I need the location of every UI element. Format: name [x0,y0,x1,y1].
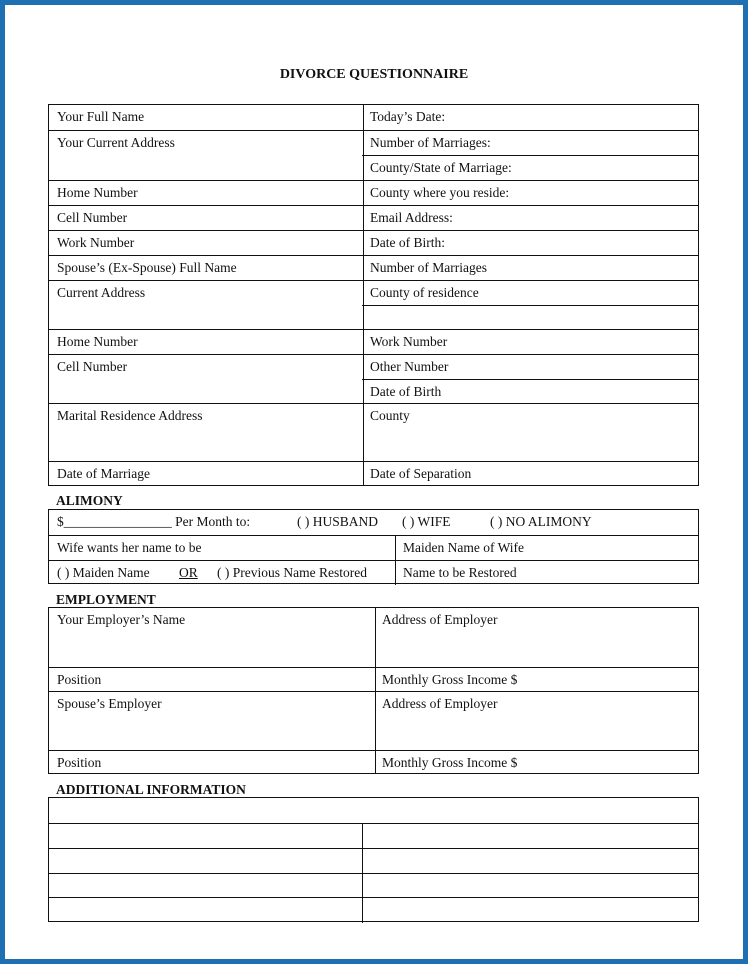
table-row [49,667,698,692]
cell-number-label: Cell Number [57,210,128,225]
additional-info-heading: ADDITIONAL INFORMATION [56,782,246,797]
name-restored-label: Name to be Restored [403,565,517,580]
number-of-marriages-label: Number of Marriages: [370,135,491,150]
work-number-label: Work Number [57,235,135,250]
spouse-county-residence-label: County of residence [370,285,479,300]
table-row [49,560,698,585]
table-row [49,280,698,306]
table-row [49,205,698,231]
wife-option[interactable]: ( ) WIFE [402,514,451,529]
spouse-cell-number-label: Cell Number [57,359,128,374]
personal-info-table [48,104,699,486]
maiden-name-of-wife-label: Maiden Name of Wife [403,540,525,555]
table-row[interactable] [49,823,698,849]
employment-table [48,607,699,774]
form-title: DIVORCE QUESTIONNAIRE [279,67,469,82]
table-row [49,255,698,281]
table-row [49,403,698,462]
column-divider [362,874,363,898]
table-row [49,354,698,380]
dob-label: Date of Birth: [370,235,445,250]
current-address-label: Your Current Address [57,135,175,150]
spouse-monthly-income-label: Monthly Gross Income $ [382,755,518,770]
previous-name-option[interactable]: ( ) Previous Name Restored [217,565,367,580]
additional-info-table [48,797,699,922]
employer-name-label: Your Employer’s Name [57,612,186,627]
monthly-income-label: Monthly Gross Income $ [382,672,518,687]
table-row [49,329,698,355]
column-divider [362,898,363,923]
table-row[interactable] [49,798,698,823]
table-row [49,691,698,751]
spouse-employer-label: Spouse’s Employer [57,696,162,711]
or-label: OR [179,565,198,580]
table-row [362,155,698,181]
table-row[interactable] [49,873,698,898]
no-alimony-option[interactable]: ( ) NO ALIMONY [490,514,592,529]
husband-option[interactable]: ( ) HUSBAND [297,514,378,529]
alimony-table [48,509,699,584]
spouse-full-name-label: Spouse’s (Ex-Spouse) Full Name [57,260,237,275]
table-row[interactable] [49,848,698,874]
marital-county-label: County [370,408,410,423]
email-label: Email Address: [370,210,453,225]
table-row [49,105,698,130]
table-row[interactable] [49,897,698,923]
full-name-label: Your Full Name [57,109,145,124]
home-number-label: Home Number [57,185,138,200]
alimony-heading: ALIMONY [56,493,123,508]
table-row [49,510,698,535]
column-divider [362,849,363,874]
spouse-other-number-label: Other Number [370,359,449,374]
spouse-employer-address-label: Address of Employer [382,696,498,711]
table-row [49,461,698,487]
spouse-dob-label: Date of Birth [370,384,442,399]
table-row [362,305,698,330]
table-row [49,230,698,256]
alimony-amount-label: $________________ Per Month to: [57,514,251,529]
employer-address-label: Address of Employer [382,612,498,627]
table-row [362,130,698,156]
column-divider [362,824,363,849]
county-state-marriage-label: County/State of Marriage: [370,160,512,175]
spouse-home-number-label: Home Number [57,334,138,349]
date-of-marriage-label: Date of Marriage [57,466,150,481]
spouse-position-label: Position [57,755,102,770]
date-of-separation-label: Date of Separation [370,466,472,481]
marital-residence-label: Marital Residence Address [57,408,203,423]
todays-date-label: Today’s Date: [370,109,446,124]
spouse-current-address-label: Current Address [57,285,146,300]
position-label: Position [57,672,102,687]
county-reside-label: County where you reside: [370,185,510,200]
table-row [49,608,698,667]
table-row [362,379,698,404]
table-row [49,130,362,156]
table-row [49,180,698,206]
spouse-work-number-label: Work Number [370,334,448,349]
table-row [49,535,698,561]
table-row [49,750,698,775]
wife-name-label: Wife wants her name to be [57,540,202,555]
employment-heading: EMPLOYMENT [56,592,156,607]
spouse-number-of-marriages-label: Number of Marriages [370,260,487,275]
maiden-name-option[interactable]: ( ) Maiden Name [57,565,150,580]
